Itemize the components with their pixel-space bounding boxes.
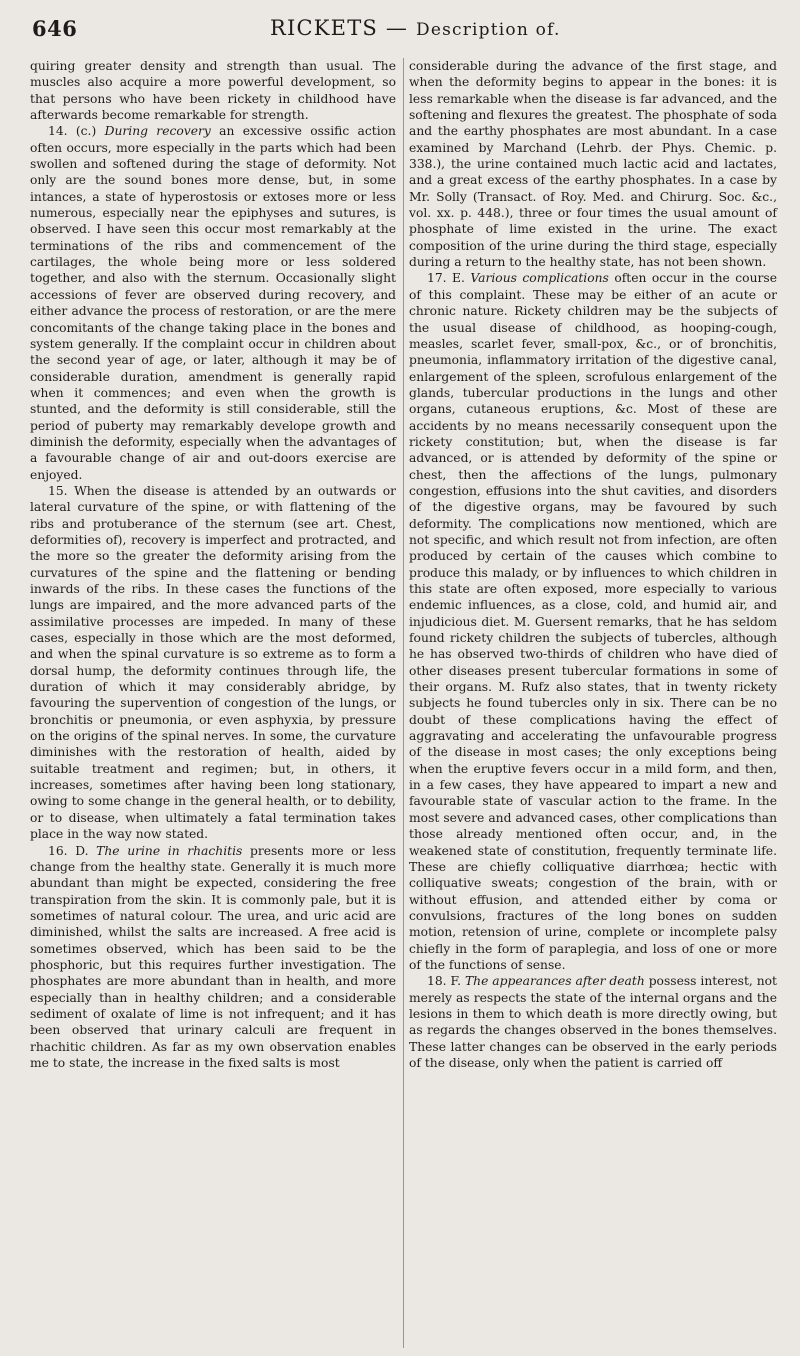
text-columns (30, 58, 785, 1348)
page-header (30, 16, 778, 42)
running-head (270, 16, 561, 40)
paragraph-label: 14. (c.) (48, 124, 97, 139)
paragraph-text: often occur in the course of this complaint. These may be either of an acute or chronic nature. Rickety children may be the subjects of the usual disease of childhood, as hooping-cough, measles, scarlet fever, small-pox, &c., or of bronchitis, pneumonia, inflammatory irritation of the digestive canal, enlargement of the spleen, scrofulous enlargement of the glands, tubercular productions in the lungs and other organs, cutaneous eruptions, &c. Most of these are accidents by no means necessarily consequent upon the rickety constitution; but, when the disease is far advanced, or is attended by deformity of the spine or chest, then the affections of the lungs, pulmonary congestion, effusions into the shut cavities, and disorders of the digestive organs, may be favoured by such deformity. The complications now mentioned, which are not specific, and which result not from infection, are often produced by certain of the causes which combine to produce this malady, or by influences to which children in this state are often exposed, more especially to various endemic influences, as a close, cold, and humid air, and injudicious diet. M. Guersent remarks, that he has seldom found rickety children the subjects of tubercles, although he has observed two-thirds of children who have died of other diseases present tubercular formations in some of their organs. M. Rufz also states, that in twenty rickety subjects he found tubercles only in six. There can be no doubt of these complications having the effect of aggravating and accelerating the unfavourable progress of the disease in most cases; the only exceptions being when the eruptive fevers occur in a mild form, and then, in a few cases, they have appeared to impart a new and favourable state of vascular action to the frame. In the most severe and advanced cases, other complications than those already mentioned often occur, and, in the weakened state of constitution, frequently terminate life. These are chiefly colliquative diarrhœa; hectic with colliquative sweats; congestion of the brain, with or without effusion, and attended either by coma or convulsions, fractures of the long bones on sudden motion, retension of urine, complete or incomplete palsy chiefly in the form of paraplegia, and loss of one or more of the functions of sense. (409, 271, 777, 972)
left-column (30, 58, 396, 1071)
paragraph-lead: The appearances after death (464, 974, 645, 989)
paragraph-text: possess interest, not merely as respects the state of the internal organs and the lesions in them to which death is more directly owing, but as regards the changes observed in the bones themselves. These latter changes can be observed in the early periods of the disease, only when the patient is carried off (409, 974, 777, 1070)
paragraph-text: When the disease is attended by an outwards or lateral curvature of the spine, or with flattening of the ribs and protuberance of the sternum (see art. Chest, deformities of), recovery is imperfect and protracted, and the more so the greater the deformity arising from the curvatures of the spine and the flattening or bending inwards of the ribs. In these cases the functions of the lungs are impaired, and the more advanced parts of the assimilative processes are impeded. In many of these cases, especially in those which are the most deformed, and when the spinal curvature is so extreme as to form a dorsal hump, the deformity continues through life, the duration of which it may considerably abridge, by favouring the supervention of congestion of the lungs, or bronchitis or pneumonia, or even asphyxia, by pressure on the origins of the spinal nerves. In some, the curvature diminishes with the restoration of health, aided by suitable treatment and regimen; but, in others, it increases, sometimes after having been long stationary, owing to some change in the general health, or to debility, or to disease, when ultimately a fatal termination takes place in the way now stated. (30, 483, 396, 842)
paragraph-lead: The urine in rhachitis (96, 843, 243, 858)
paragraph-lead: During recovery (104, 124, 211, 139)
column-divider (403, 58, 404, 1348)
paragraph-text: presents more or less change from the healthy state. Generally it is much more abundant than might be expected, considering the free transpiration from the skin. It is commonly pale, but it is sometimes of natural colour. The urea, and uric acid are diminished, whilst the salts are increased. A free acid is sometimes observed, which has been said to be the phosphoric, but this requires further investigation. The phosphates are more abundant than in health, and more especially than in healthy children; and a considerable sediment of oxalate of lime is not infrequent; and it has been observed that urinary calculi are frequent in rhachitic children. As far as my own observation enables me to state, the increase in the fixed salts is most (30, 843, 396, 1070)
paragraph-14 (30, 123, 396, 483)
paragraph-label: 17. E. (427, 271, 465, 286)
paragraph-label: 18. F. (427, 974, 462, 989)
paragraph-label: 15. (48, 483, 68, 498)
paragraph-text: an excessive ossific action often occurs, more especially in the parts which had been swollen and softened during the stage of deformity. Not only are the sound bones more dense, but, in some intances, a state of hyperostosis or extoses more or less numerous, especially near the epiphyses and sutures, is observed. I have seen this occur most remarkably at the terminations of the ribs and commencement of the cartilages, the whole being more or less soldered together, and also with the sternum. Occasionally slight accessions of fever are observed during recovery, and either advance the process of restoration, or are the mere concomitants of the change taking place in the bones and system generally. If the complaint occur in children about the second year of age, or later, although it may be of considerable duration, amendment is generally rapid when it commences; and even when the growth is stunted, and the deformity is still considerable, still the period of puberty may remarkably develope growth and diminish the deformity, especially when the advantages of a favourable change of air and out-doors exercise are enjoyed. (30, 124, 396, 482)
right-column (409, 58, 777, 1071)
page-number: 646 (32, 16, 78, 41)
paragraph-17 (409, 270, 777, 973)
paragraph-label: 16. D. (48, 843, 89, 858)
paragraph-continuation: quiring greater density and strength than usual. The muscles also acquire a more powerful development, so that persons who have been rickety in childhood have afterwards become remarkable for strength. (30, 59, 396, 123)
running-head-main: RICKETS (270, 16, 378, 40)
paragraph-lead: Various complications (470, 271, 609, 286)
paragraph-18 (409, 973, 777, 1071)
paragraph-15 (30, 483, 396, 843)
running-head-dash: — (385, 16, 409, 40)
paragraph-16 (30, 843, 396, 1072)
paragraph-continuation: considerable during the advance of the first stage, and when the deformity begins to appear in the bones: it is less remarkable when the disease is far advanced, and the softening and flexures the greatest. The phosphate of soda and the earthy phosphates are most abundant. In a case examined by Marchand (Lehrb. der Phys. Chemic. p. 338.), the urine contained much lactic acid and lactates, and a great excess of the earthy phosphates. In a case by Mr. Solly (Transact. of Roy. Med. and Chirurg. Soc. &c., vol. xx. p. 448.), three or four times the usual amount of phosphate of lime existed in the urine. The exact composition of the urine during the third stage, especially during a return to the healthy state, has not been shown. (409, 59, 777, 270)
running-head-rest: Description of. (415, 20, 561, 40)
